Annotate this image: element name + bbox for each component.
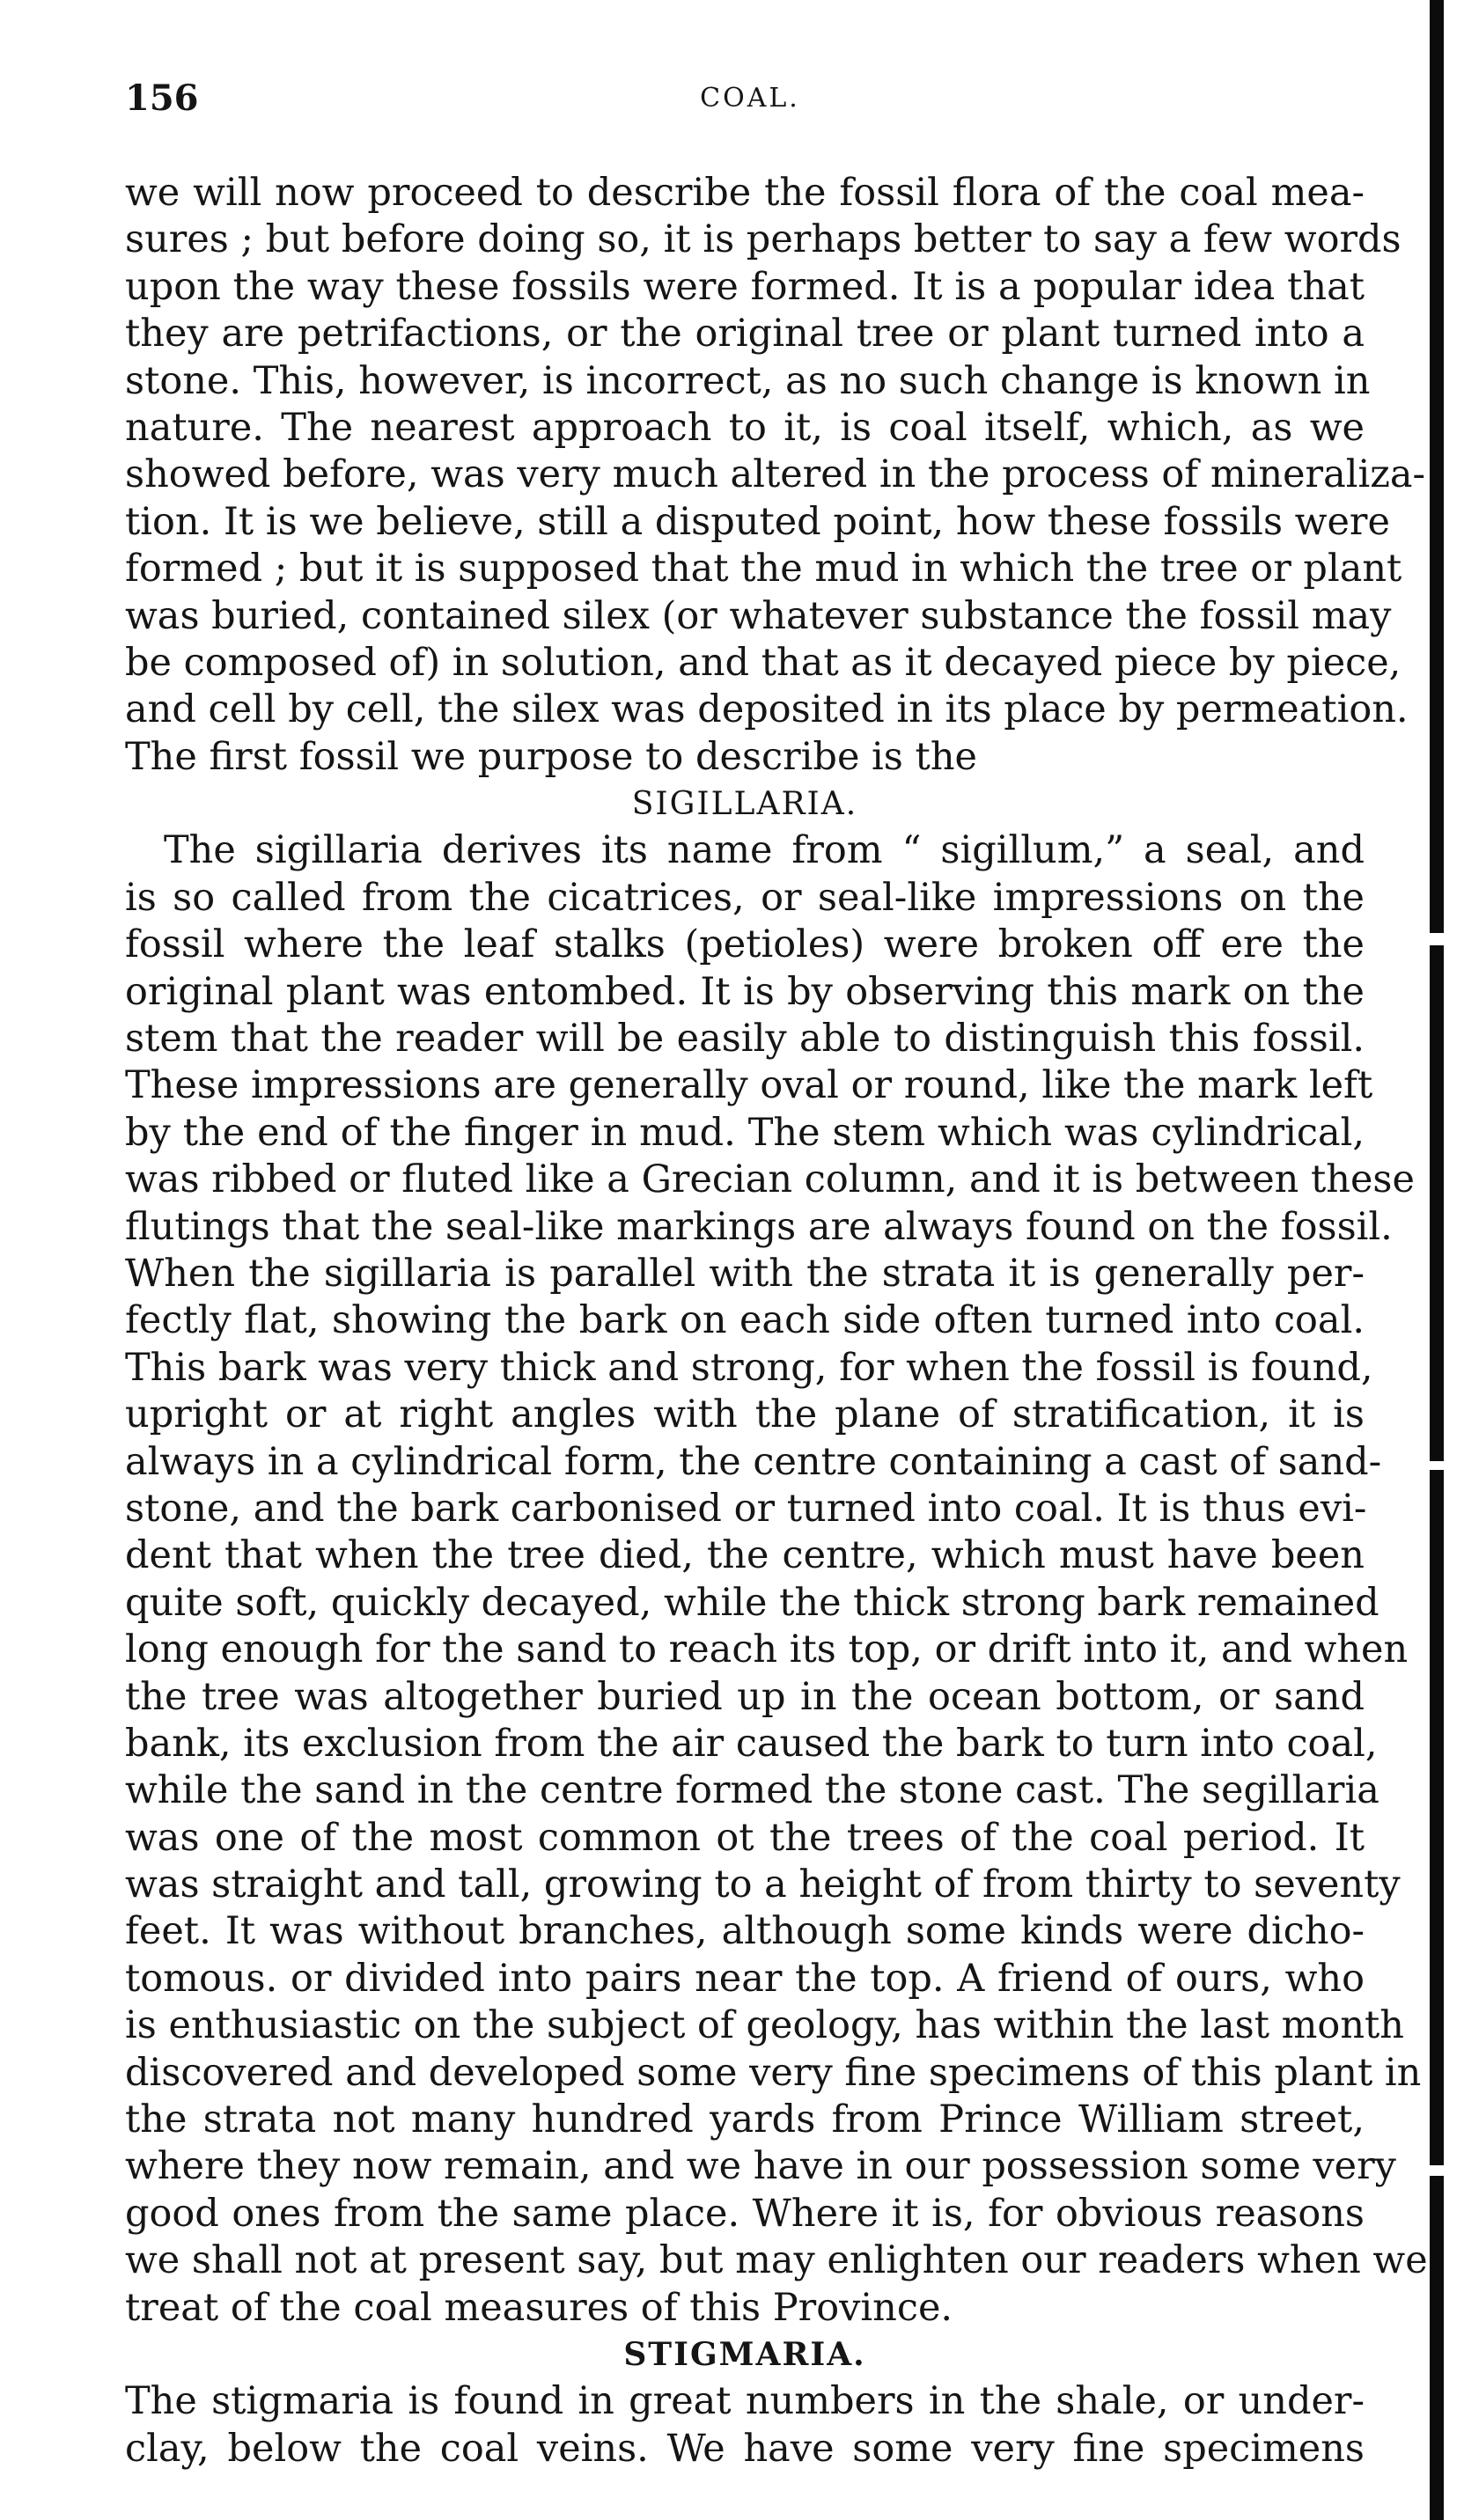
text-line: formed ; but it is supposed that the mud in which the tree or plant <box>125 547 1402 591</box>
paragraph-2 <box>125 827 1428 2332</box>
paragraph-3 <box>125 2378 1365 2472</box>
text-line: nature. The nearest approach to it, is coal itself, which, as we <box>125 405 1365 450</box>
running-head: COAL. <box>700 83 800 114</box>
text-line: These impressions are generally oval or round, like the mark left <box>125 1063 1373 1108</box>
text-line: where they now remain, and we have in our possession some very <box>125 2144 1396 2189</box>
text-line: we shall not at present say, but may enlighten our readers when we <box>125 2238 1428 2283</box>
text-line: was one of the most common ot the trees of the coal period. It <box>125 1815 1365 1860</box>
text-line: showed before, was very much altered in the process of mineraliza- <box>125 452 1426 497</box>
text-line: tion. It is we believe, still a disputed point, how these fossils were <box>125 499 1390 544</box>
body-text <box>125 170 1428 2472</box>
paragraph-1 <box>125 170 1426 781</box>
text-line: original plant was entombed. It is by observing this mark on the <box>125 969 1365 1014</box>
text-line: we will now proceed to describe the fossil flora of the coal mea- <box>125 171 1365 215</box>
text-line: be composed of) in solution, and that as it decayed piece by piece, <box>125 640 1401 685</box>
text-line: by the end of the finger in mud. The stem which was cylindrical, <box>125 1110 1365 1155</box>
text-line: feet. It was without branches, although some kinds were dicho- <box>125 1909 1365 1954</box>
text-line: stone, and the bark carbonised or turned into coal. It is thus evi- <box>125 1486 1367 1531</box>
text-line: and cell by cell, the silex was deposited in its place by permeation. <box>125 687 1409 732</box>
text-line: good ones from the same place. Where it is, for obvious reasons <box>125 2191 1365 2236</box>
text-line: the strata not many hundred yards from Prince William street, <box>125 2098 1365 2142</box>
text-line: flutings that the seal-like markings are always found on the fossil. <box>125 1204 1393 1249</box>
text-line: they are petrifactions, or the original tree or plant turned into a <box>125 312 1365 356</box>
section-heading-stigmaria: STIGMARIA. <box>623 2335 866 2373</box>
text-line: while the sand in the centre formed the stone cast. The segillaria <box>125 1768 1379 1813</box>
text-line: the tree was altogether buried up in the ocean bottom, or sand <box>125 1674 1365 1719</box>
text-line: quite soft, quickly decayed, while the thick strong bark remained <box>125 1580 1379 1625</box>
text-line: sures ; but before doing so, it is perhaps better to say a few words <box>125 217 1401 262</box>
text-line: The stigmaria is found in great numbers in the shale, or under- <box>125 2379 1365 2424</box>
text-line: is enthusiastic on the subject of geology, has within the last month <box>125 2003 1404 2048</box>
text-line: was buried, contained silex (or whatever substance the fossil may <box>125 593 1392 638</box>
text-line: The first fossil we purpose to describe is the <box>125 734 977 779</box>
text-line: always in a cylindrical form, the centre containing a cast of sand- <box>125 1439 1382 1484</box>
page-edge-gap <box>1430 2165 1444 2176</box>
text-line: upright or at right angles with the plane of stratification, it is <box>125 1392 1365 1437</box>
text-line: fectly flat, showing the bark on each side often turned into coal. <box>125 1298 1365 1343</box>
text-line: is so called from the cicatrices, or seal-like impressions on the <box>125 875 1365 920</box>
text-line: was ribbed or fluted like a Grecian column, and it is between these <box>125 1157 1415 1202</box>
page-header <box>125 77 1375 130</box>
text-line: When the sigillaria is parallel with the strata it is generally per- <box>125 1251 1365 1296</box>
text-line: long enough for the sand to reach its top, or drift into it, and when <box>125 1627 1409 1672</box>
text-line: fossil where the leaf stalks (petioles) were broken off ere the <box>125 922 1365 967</box>
text-line: stone. This, however, is incorrect, as no such change is known in <box>125 358 1371 403</box>
section-heading-sigillaria: SIGILLARIA. <box>631 786 858 823</box>
page-number: 156 <box>125 77 199 119</box>
text-line: upon the way these fossils were formed. It is a popular idea that <box>125 264 1365 309</box>
text-line: bank, its exclusion from the air caused the bark to turn into coal, <box>125 1721 1378 1766</box>
text-line: stem that the reader will be easily able to distinguish this fossil. <box>125 1017 1365 1062</box>
page-edge-shadow <box>1430 0 1444 2520</box>
text-line: clay, below the coal veins. We have some very fine specimens <box>125 2426 1365 2471</box>
page-edge-gap <box>1430 1461 1444 1470</box>
text-line: This bark was very thick and strong, for when the fossil is found, <box>125 1345 1373 1390</box>
text-line: treat of the coal measures of this Province. <box>125 2285 953 2330</box>
text-line: tomous. or divided into pairs near the top. A friend of ours, who <box>125 1956 1365 2001</box>
text-line: The sigillaria derives its name from “ sigillum,” a seal, and <box>164 828 1365 873</box>
page-edge-gap <box>1430 933 1444 945</box>
text-line: dent that when the tree died, the centre, which must have been <box>125 1533 1365 1578</box>
text-line: was straight and tall, growing to a height of from thirty to seventy <box>125 1862 1401 1907</box>
text-line: discovered and developed some very fine specimens of this plant in <box>125 2050 1422 2095</box>
